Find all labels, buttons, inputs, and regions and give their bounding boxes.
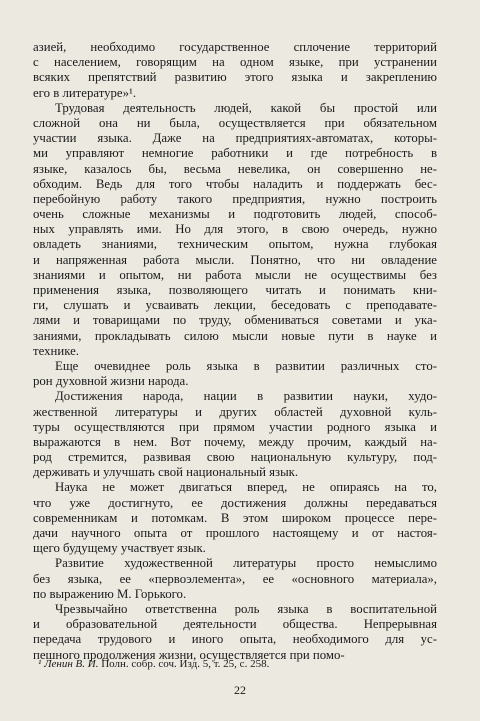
text-line: языке, казалось бы, весьма невелика, он совершенно не-: [33, 161, 437, 176]
text-line: рон духовной жизни народа.: [33, 374, 189, 389]
text-line: знаниями и опытом, ни работа мысли не осуществимы без: [33, 267, 437, 282]
text-line: его в литературе»¹.: [33, 85, 137, 100]
text-line: Достижения народа, нации в развитии науки, худо-: [55, 389, 437, 404]
footnote-text: Полн. собр. соч. Изд. 5, т. 25, с. 258.: [101, 658, 270, 670]
text-line: передача трудового и иного опыта, необходимого для ус-: [33, 632, 437, 647]
text-line: современникам и потомкам. В этом широком процессе пере-: [33, 510, 437, 525]
text-line: азией, необходимо государственное сплочение территорий: [33, 40, 437, 54]
text-line: пешного продолжения жизни, осуществляется при помо-: [33, 647, 345, 662]
paragraph: [33, 602, 437, 663]
text-line: ми управляют немногие работники и где потребность в: [33, 146, 437, 161]
text-line: выражаются в нем. Вот почему, между прочим, каждый на-: [33, 434, 437, 449]
text-line: Еще очевиднее роль языка в развитии различных сто-: [55, 358, 437, 373]
text-line: заниями, прокладывать силою мысли новые пути в науке и: [33, 328, 437, 343]
paragraph: [33, 359, 437, 389]
text-line: овладеть знаниями, техническим опытом, нужна глубокая: [33, 237, 437, 252]
text-line: сложной она ни была, осуществляется при обязательном: [33, 115, 437, 130]
text-line: Наука не может двигаться вперед, не опираясь на то,: [55, 480, 437, 495]
main-text: [33, 40, 437, 663]
text-line: без языка, ее «первоэлемента», ее «основного материала»,: [33, 571, 437, 586]
text-line: ных управлять ими. Но для этого, в свою очередь, нужно: [33, 222, 437, 237]
text-line: применения языка, позволяющего читать и понимать кни-: [33, 283, 437, 297]
text-line: щего будущему участвует язык.: [33, 541, 206, 556]
text-line: Развитие художественной литературы просто немыслимо: [55, 556, 437, 571]
text-line: и напряженная работа мысли. Понятно, что ни овладение: [33, 252, 437, 267]
text-line: что уже достигнуто, ее достижения должны передаваться: [33, 495, 437, 510]
text-line: дачи научного опыта от прошлого настоящему и от настоя-: [33, 526, 437, 540]
text-line: участии языка. Даже на предприятиях-автоматах, которы-: [33, 131, 437, 146]
text-line: жественной литературы и других областей духовной куль-: [33, 404, 437, 419]
text-line: обходим. Ведь для того чтобы наладить и поддержать бес-: [33, 176, 437, 191]
text-line: держивать и улучшать свой национальный язык.: [33, 465, 299, 480]
footnote-marker: ¹: [38, 658, 42, 670]
text-line: лями и товарищами по труду, обмениваться советами и ука-: [33, 313, 437, 328]
text-line: Трудовая деятельность людей, какой бы простой или: [55, 100, 437, 115]
text-line: с населением, говорящим на одном языке, при устранении: [33, 55, 437, 70]
paragraph: [33, 101, 437, 359]
text-line: род стремится, развивая свою национальную культуру, под-: [33, 450, 437, 465]
text-line: всяких препятствий развитию этого языка и закреплению: [33, 70, 437, 85]
paragraph: [33, 389, 437, 480]
footnote-author: Ленин В. И.: [44, 658, 99, 670]
text-line: перебойную работу такого предприятия, нужно построить: [33, 191, 437, 206]
text-line: по выражению М. Горького.: [33, 586, 187, 601]
text-line: очень сложные механизмы и подготовить людей, способ-: [33, 207, 437, 222]
text-line: туры осуществляются при прямом участии родного языка и: [33, 419, 437, 434]
text-line: технике.: [33, 343, 79, 358]
page-number: 22: [234, 683, 246, 697]
paragraph: [33, 40, 437, 101]
paragraph: [33, 480, 437, 556]
footnote: [38, 658, 442, 671]
text-line: ги, слушать и усваивать лекции, беседовать с преподавате-: [33, 298, 437, 313]
paragraph: [33, 556, 437, 602]
text-line: и образовательной деятельности общества. Непрерывная: [33, 617, 437, 632]
text-line: Чрезвычайно ответственна роль языка в воспитательной: [55, 601, 437, 616]
